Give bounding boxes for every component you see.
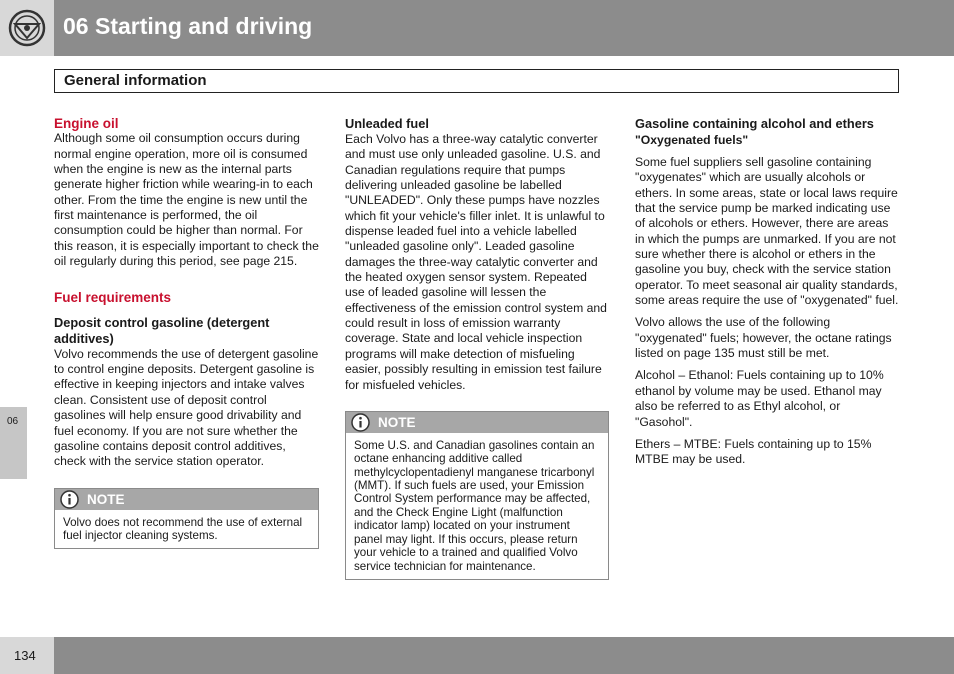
- deposit-control-text: Volvo recommends the use of detergent gasoline to control engine deposits. Detergent gasoline is effective in keeping injectors and intake valves clean. Consistent use of deposit control gasolines will help ensure good drivability and fuel economy. If you are not sure whether the gasoline contains deposit control additives, check with the service station operator.: [54, 346, 319, 469]
- info-icon: [351, 413, 370, 432]
- alcohol-ethers-heading: Gasoline containing alcohol and ethers: [635, 116, 874, 131]
- section-title-bar: [54, 69, 899, 93]
- page-footer: [0, 637, 954, 674]
- unleaded-fuel-heading: Unleaded fuel: [345, 116, 429, 131]
- chapter-side-tab: [0, 407, 27, 479]
- side-tab-label: 06: [7, 416, 19, 427]
- engine-oil-text: Although some oil consumption occurs during normal engine operation, more oil is consumed when the engine is new as the internal parts generate higher friction while wearing-in to each other. From the time the engine is new until the first maintenance is performed, the oil consumption could be higher than normal. For this reason, it is especially important to check the oil regularly during this period, see page 215.: [54, 131, 319, 269]
- note-text: Volvo does not recommend the use of external fuel injector cleaning systems.: [63, 515, 303, 542]
- oxygenated-allowed-text: Volvo allows the use of the following "oxygenated" fuels; however, the octane ratings listed on page 135 must still be met.: [635, 315, 892, 361]
- column-1: [54, 116, 319, 549]
- page-number-box: [0, 637, 54, 674]
- column-3: [635, 116, 900, 468]
- column-2: [345, 116, 609, 580]
- oxygenated-fuels-subheading: "Oxygenated fuels": [635, 133, 749, 147]
- note-label: NOTE: [87, 491, 125, 507]
- ethanol-text: Alcohol – Ethanol: Fuels containing up to 10% ethanol by volume may be used. Ethanol may also be referred to as Ethyl alcohol, or "Gasohol".: [635, 368, 884, 429]
- note-box: [54, 488, 319, 550]
- section-title: General information: [64, 72, 207, 89]
- oxygenates-text: Some fuel suppliers sell gasoline containing "oxygenates" which are usually alcohols or ethers. In some areas, state or local laws require that the service pump be marked indicating use of alcohols or ethers. However, there are areas in which the pumps are unmarked. If you are not sure whether there is alcohol or ethers in the gasoline you buy, check with the service station operator. To meet seasonal air quality standards, some areas require the use of "oxygenated" fuel.: [635, 155, 899, 308]
- page-number: 134: [14, 648, 36, 663]
- chapter-title: 06 Starting and driving: [63, 13, 313, 39]
- note-text: Some U.S. and Canadian gasolines contain an octane enhancing additive called methylcyclopentadienyl manganese tricarbonyl (MMT). If such fuels are used, your Emission Control System performance may be affected, and the Check Engine Light (malfunction indicator lamp) located on your instrument panel may light. If this occurs, please return your vehicle to a trained and qualified Volvo service technician for maintenance.: [354, 438, 595, 573]
- note-header: [55, 489, 318, 510]
- note-box: [345, 411, 609, 580]
- info-icon: [60, 490, 79, 509]
- fuel-requirements-heading: Fuel requirements: [54, 290, 172, 306]
- note-header: [346, 412, 608, 433]
- engine-oil-heading: Engine oil: [54, 116, 119, 131]
- note-label: NOTE: [378, 414, 416, 430]
- steering-wheel-icon: [0, 0, 54, 56]
- mtbe-text: Ethers – MTBE: Fuels containing up to 15% MTBE may be used.: [635, 436, 872, 467]
- unleaded-fuel-text: Each Volvo has a three-way catalytic converter and must use only unleaded gasoline. U.S. and Canadian regulations require that pumps delivering unleaded gasoline be labelled "UNLEADED". Only these pumps have nozzles which fit your vehicle's filler inlet. It is unlawful to dispense leaded fuel into a vehicle labelled "unleaded gasoline only". Leaded gasoline damages the three-way catalytic converter and the heated oxygen sensor system. Repeated use of leaded gasoline will lessen the effectiveness of the emission control system and could result in loss of emission warranty coverage. State and local vehicle inspection programs will make detection of misfueling easier, possibly resulting in emission test failure for misfueled vehicles.: [345, 132, 607, 392]
- chapter-header: [0, 0, 954, 56]
- deposit-control-heading: Deposit control gasoline (detergent additives): [54, 314, 270, 346]
